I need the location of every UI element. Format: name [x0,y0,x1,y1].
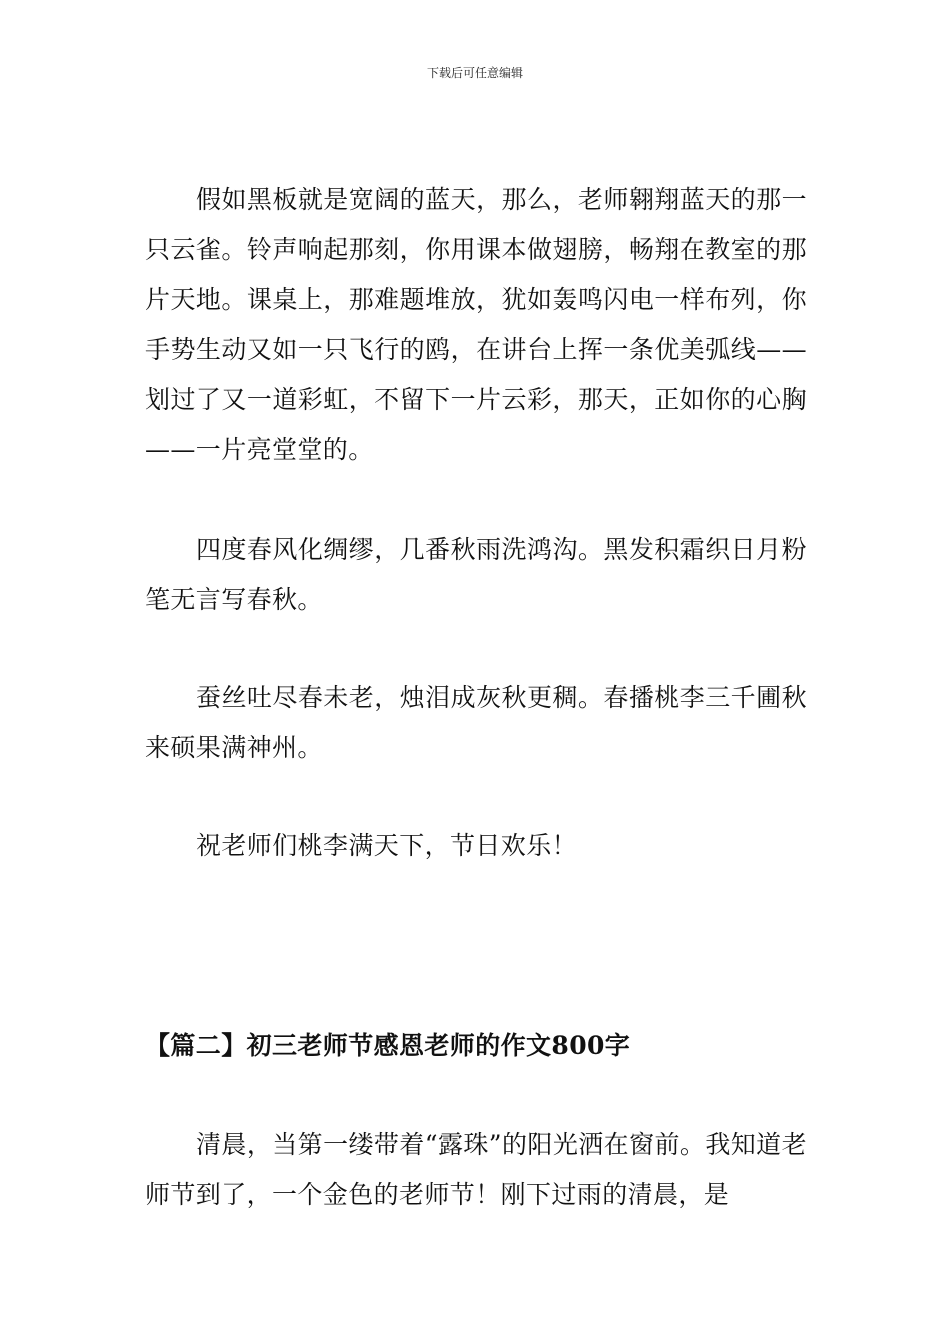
paragraph-morning: 清晨，当第一缕带着“露珠”的阳光洒在窗前。我知道老师节到了，一个金色的老师节！刚下过雨的清晨，是 [145,1130,807,1209]
paragraph-poem-spring-wind: 四度春风化绸缪，几番秋雨洗鸿沟。黑发积霜织日月粉笔无言写春秋。 [145,535,807,614]
paragraph-blackboard-sky: 假如黑板就是宽阔的蓝天，那么，老师翱翔蓝天的那一只云雀。铃声响起那刻，你用课本做翅膀，畅翔在教室的那片天地。课桌上，那难题堆放，犹如轰鸣闪电一样布列，你手势生动又如一只飞行的鸥，在讲台上挥一条优美弧线——划过了又一道彩虹，不留下一片云彩，那天，正如你的心胸——一片亮堂堂的。 [145,185,807,464]
page-header-note: 下载后可任意编辑 [426,66,523,80]
paragraph-blessing: 祝老师们桃李满天下，节日欢乐！ [196,831,578,860]
paragraph-poem-silkworm: 蚕丝吐尽春未老，烛泪成灰秋更稠。春播桃李三千圃秋来硕果满神州。 [145,683,807,762]
section-heading: 【篇二】初三老师节感恩老师的作文800字 [145,1031,631,1060]
